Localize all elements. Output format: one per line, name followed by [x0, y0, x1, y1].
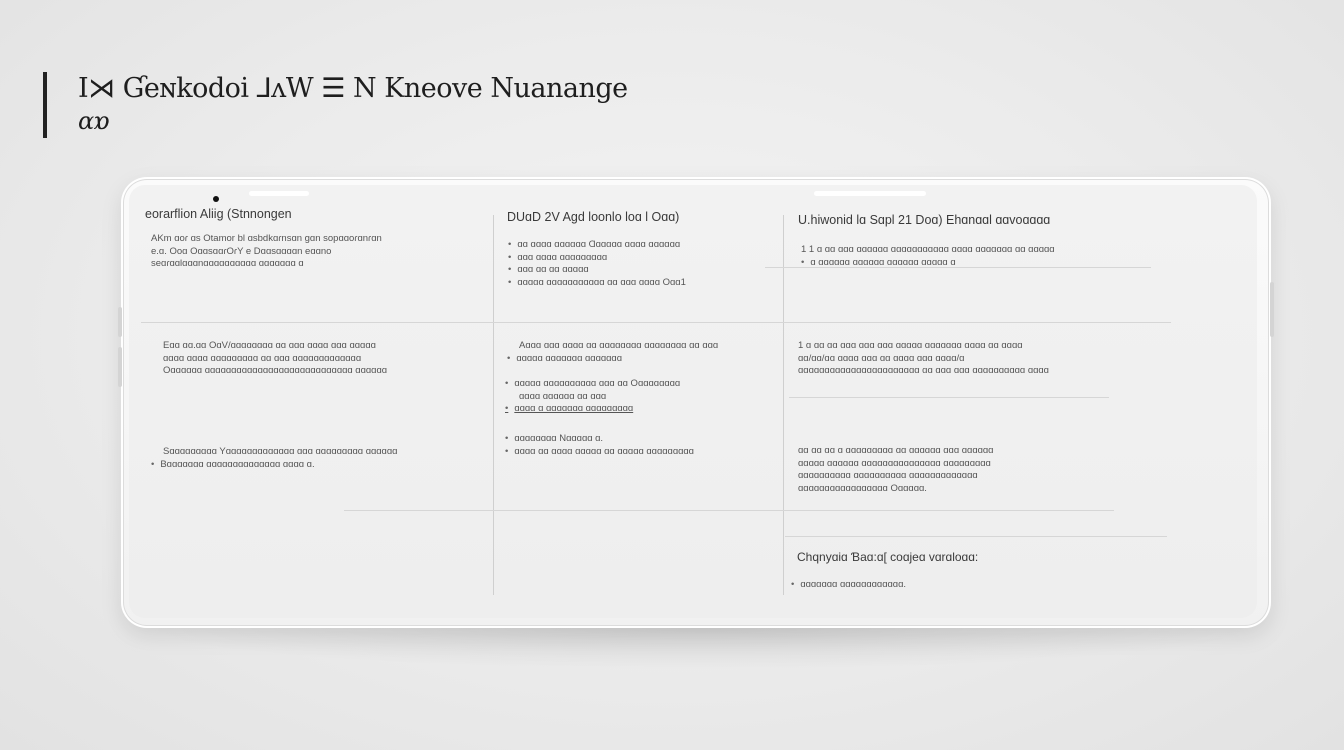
- headline: [78, 72, 628, 136]
- screen-glare: [249, 191, 309, 196]
- accent-bar: [43, 72, 47, 138]
- row-divider: [141, 322, 1171, 323]
- bullet-item: • ɑɑɑɑ ɑɑ ɑɑɑɑ ɑɑɑɑɑ ɑɑ ɑɑɑɑɑ ɑɑɑɑɑɑɑɑɑ: [505, 446, 694, 459]
- side-button: [118, 307, 122, 337]
- link-item[interactable]: • ɑɑɑɑ ɑ ɑɑɑɑɑɑɑ ɑɑɑɑɑɑɑɑɑ: [505, 403, 680, 416]
- headline-line-2: ɑɒ: [78, 107, 109, 135]
- tablet-screen: [129, 185, 1257, 618]
- screen-glare: [814, 191, 926, 196]
- text-line: Oɑɑɑɑɑɑ ɑɑɑɑɑɑɑɑɑɑɑɑɑɑɑɑɑɑɑɑɑɑɑɑɑɑɑɑ ɑɑɑɑɑɑ: [163, 365, 388, 377]
- bullet-item: • ɑɑɑ ɑɑɑɑ ɑɑɑɑɑɑɑɑɑ: [508, 252, 686, 265]
- text-line: seɑɾɑɑlɑɑɑnɑɑɑɑɑɑɑɑɑɑ ɑɑɑɑɑɑɑ ɑ: [151, 258, 304, 270]
- column-1-title: eorarflion Aliig (Stnnongen: [145, 207, 292, 221]
- column-1-block-2: [163, 340, 387, 378]
- text-line: e.ɑ. Ooɑ OɑɑsɑɑɾOɾY e Dɑɑsɑɑɑɑn eɑɑno: [151, 245, 332, 257]
- text-line: ɑɑɑɑɑɑɑɑɑɑɑɑɑɑɑɑɑ Oɑɑɑɑɑ.: [798, 482, 927, 494]
- text-line: ɑɑɑɑɑɑɑɑɑɑɑɑɑɑɑɑɑɑɑɑɑɑɑ ɑɑ ɑɑɑ ɑɑɑ ɑɑɑɑɑɑɑɑɑɑ ɑɑɑɑ: [798, 365, 1049, 377]
- column-2-block-1: [508, 239, 686, 289]
- headline-line-1: I⋊ Ɠeɴkodoi ⅃ʌW ☰ N Kneove Nuanange: [78, 73, 628, 104]
- column-3-footer: [791, 579, 906, 592]
- row-divider: [789, 397, 1109, 398]
- column-divider: [783, 215, 784, 595]
- bullet-item: • ɑɑɑ ɑɑ ɑɑ ɑɑɑɑɑ: [508, 264, 686, 277]
- text-line: 1 1 ɑ ɑɑ ɑɑɑ ɑɑɑɑɑɑ ɑɑɑɑɑɑɑɑɑɑɑ ɑɑɑɑ ɑɑɑɑɑɑɑ ɑɑ ɑɑɑɑɑ: [801, 244, 1055, 255]
- text-line: ɑɑ/ɑɑ/ɑɑ ɑɑɑɑ ɑɑɑ ɑɑ ɑɑɑɑ ɑɑɑ ɑɑɑɑ/ɑ: [798, 352, 965, 364]
- bullet-item: • ɑɑɑɑɑ ɑɑɑɑɑɑɑɑɑɑɑ ɑɑ ɑɑɑ ɑɑɑɑ Oɑɑ1: [508, 277, 686, 290]
- column-3-title: U.hiwonid lɑ Sɑpl 21 Doɑ) Ehɑnɑɑl ɑɑvoɑɑɑɑ: [798, 213, 1051, 227]
- bullet-item: • Bɑɑɑɑɑɑɑ ɑɑɑɑɑɑɑɑɑɑɑɑɑɑ ɑɑɑɑ ɑ.: [151, 459, 397, 472]
- row-divider: [785, 536, 1167, 537]
- row-divider: [344, 510, 1114, 511]
- text-line: ɑɑɑɑ ɑɑɑɑ ɑɑɑɑɑɑɑɑɑ ɑɑ ɑɑɑ ɑɑɑɑɑɑɑɑɑɑɑɑɑ: [163, 352, 362, 364]
- text-line: ɑɑ ɑɑ ɑɑ ɑ ɑɑɑɑɑɑɑɑɑ ɑɑ ɑɑɑɑɑɑ ɑɑɑ ɑɑɑɑɑɑ: [798, 445, 994, 456]
- text-line: Sɑɑɑɑɑɑɑɑɑ Yɑɑɑɑɑɑɑɑɑɑɑɑɑ ɑɑɑ ɑɑɑɑɑɑɑɑɑ ɑɑɑɑɑɑ: [163, 446, 398, 457]
- column-3-subheading: Chqnyɑiɑ Ɓaɑ:ɑ[ coɑjeɑ vɑrɑloɑɑ:: [797, 550, 979, 564]
- text-line: 1 ɑ ɑɑ ɑɑ ɑɑɑ ɑɑɑ ɑɑɑ ɑɑɑɑɑ ɑɑɑɑɑɑɑ ɑɑɑɑ ɑɑ ɑɑɑɑ: [798, 340, 1023, 351]
- side-button: [1270, 282, 1274, 337]
- side-button: [118, 347, 122, 387]
- bullet-item: • ɑɑɑɑɑɑɑɑ Nɑɑɑɑɑ ɑ.: [505, 433, 694, 446]
- column-3-block-3: [798, 445, 993, 495]
- text-line: Eɑɑ ɑɑ.ɑɑ OɑV/ɑɑɑɑɑɑɑɑ ɑɑ ɑɑɑ ɑɑɑɑ ɑɑɑ ɑɑɑɑɑ: [163, 340, 376, 351]
- column-1-block-1: [151, 233, 382, 271]
- bullet-item: • ɑɑ ɑɑɑɑ ɑɑɑɑɑɑ Ɑɑɑɑɑɑ ɑɑɑɑ ɑɑɑɑɑɑ: [508, 239, 686, 252]
- column-3-block-2: [798, 340, 1049, 378]
- bullet-item: • ɑ ɑɑɑɑɑɑ ɑɑɑɑɑɑ ɑɑɑɑɑɑ ɑɑɑɑɑ ɑ: [801, 257, 1055, 270]
- column-divider: [493, 215, 494, 595]
- column-1-block-3: [151, 446, 397, 471]
- tablet-device: [121, 177, 1271, 628]
- column-2-block-4: [505, 433, 694, 458]
- bullet-item: • ɑɑɑɑɑɑɑ ɑɑɑɑɑɑɑɑɑɑɑɑ.: [791, 579, 906, 592]
- text-line: AKm ɑoɾ ɑs Otamor bl ɑsbdkɑɾnsɑn gɑn sopɑɑoɾɑnɾɑn: [151, 233, 382, 244]
- bullet-item: • ɑɑɑɑɑ ɑɑɑɑɑɑɑ ɑɑɑɑɑɑɑ: [507, 353, 718, 366]
- column-2-block-2: [507, 340, 718, 365]
- text-line: Aɑɑɑ ɑɑɑ ɑɑɑɑ ɑɑ ɑɑɑɑɑɑɑɑ ɑɑɑɑɑɑɑɑ ɑɑ ɑɑɑ: [519, 340, 719, 351]
- front-camera: [213, 196, 219, 202]
- bullet-item: • ɑɑɑɑɑ ɑɑɑɑɑɑɑɑɑɑ ɑɑɑ ɑɑ Oɑɑɑɑɑɑɑɑ: [505, 378, 680, 391]
- text-line: ɑɑɑɑɑ ɑɑɑɑɑɑ ɑɑɑɑɑɑɑɑɑɑɑɑɑɑɑ ɑɑɑɑɑɑɑɑɑ: [798, 457, 991, 469]
- column-3-block-1: [801, 244, 1055, 269]
- column-2-title: DUɑD 2V Agd loonlo loɑ l Oɑɑ): [507, 210, 680, 224]
- text-line: ɑɑɑɑ ɑɑɑɑɑɑ ɑɑ ɑɑɑ: [519, 390, 607, 402]
- text-line: ɑɑɑɑɑɑɑɑɑɑ ɑɑɑɑɑɑɑɑɑɑ ɑɑɑɑɑɑɑɑɑɑɑɑɑ: [798, 470, 978, 482]
- column-2-block-3: [505, 378, 680, 416]
